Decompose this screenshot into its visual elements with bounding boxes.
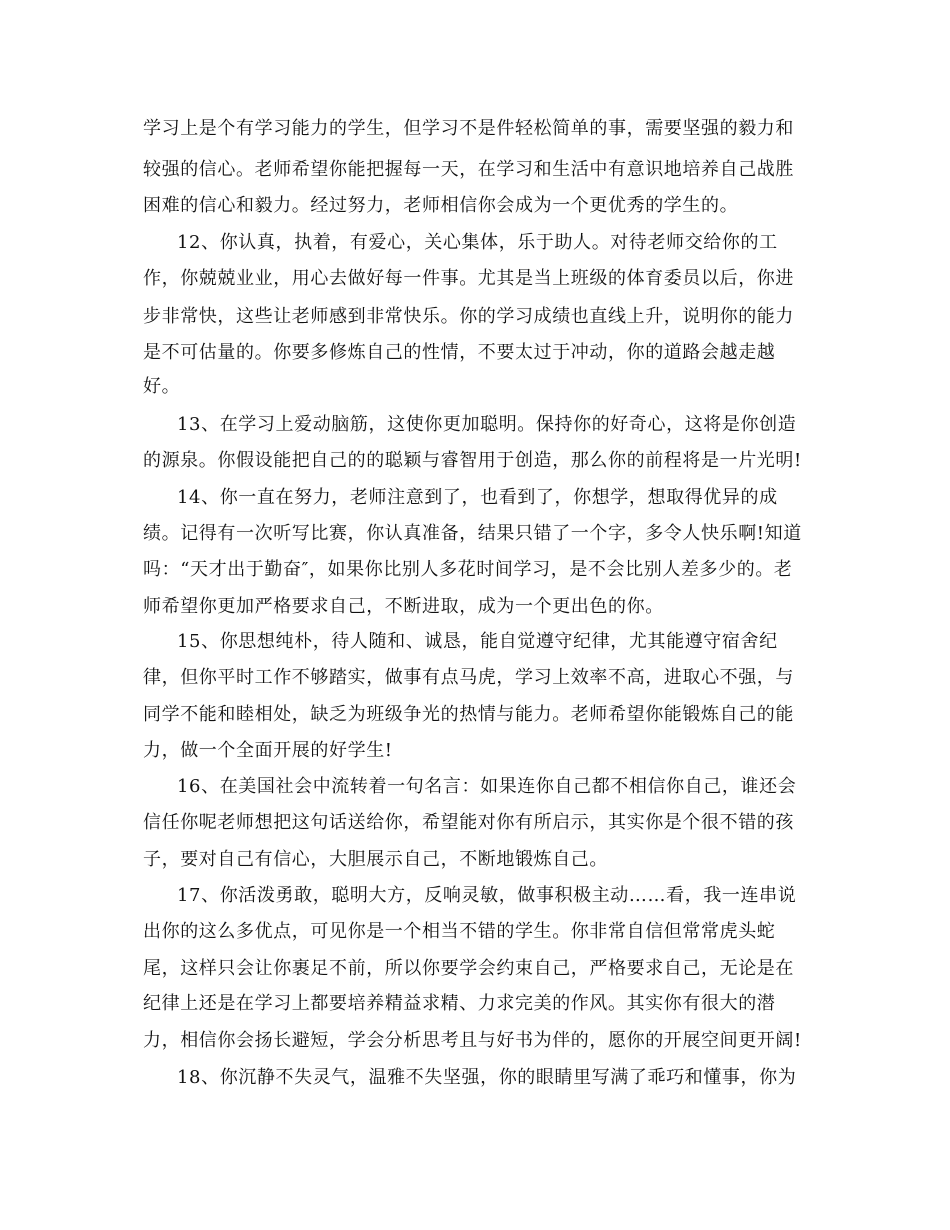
text-line: 吗：“天才出于勤奋″，如果你比别人多花时间学习，是不会比别人差多少的。老 — [143, 559, 793, 580]
text-line: 出你的这么多优点，可见你是一个相当不错的学生。你非常自信但常常虎头蛇 — [143, 921, 776, 942]
paragraph-17-start: 17、你活泼勇敢，聪明大方，反响灵敏，做事积极主动……看，我一连串说 — [177, 885, 797, 906]
text-line: 信任你呢老师想把这句话送给你，希望能对你有所启示，其实你是个很不错的孩 — [143, 812, 794, 833]
paragraph-13-start: 13、在学习上爱动脑筋，这使你更加聪明。保持你的好奇心，这将是你创造 — [177, 414, 797, 435]
text-line: 困难的信心和毅力。经过努力，老师相信你会成为一个更优秀的学生的。 — [143, 195, 739, 216]
text-line: 绩。记得有一次听写比赛，你认真准备，结果只错了一个字，多令人快乐啊!知道 — [143, 523, 802, 544]
text-line: 是不可估量的。你要多修炼自己的性情，不要太过于冲动，你的道路会越走越 — [143, 342, 776, 363]
text-line: 步非常快，这些让老师感到非常快乐。你的学习成绩也直线上升，说明你的能力 — [143, 306, 794, 327]
text-line: 较强的信心。老师希望你能把握每一天，在学习和生活中有意识地培养自己战胜 — [143, 159, 794, 180]
text-line: 律，但你平时工作不够踏实，做事有点马虎，学习上效率不高，进取心不强，与 — [143, 667, 794, 688]
paragraph-18-start: 18、你沉静不失灵气，温雅不失坚强，你的眼睛里写满了乖巧和懂事，你为 — [177, 1067, 797, 1088]
text-line: 纪律上还是在学习上都要培养精益求精、力求完美的作风。其实你有很大的潜 — [143, 993, 776, 1014]
text-line: 的源泉。你假设能把自己的的聪颖与睿智用于创造，那么你的前程将是一片光明! — [143, 450, 802, 471]
text-line: 力，做一个全面开展的好学生! — [143, 740, 393, 761]
text-line: 尾，这样只会让你裹足不前，所以你要学会约束自己，严格要求自己，无论是在 — [143, 958, 794, 979]
text-line: 学习上是个有学习能力的学生，但学习不是件轻松简单的事，需要坚强的毅力和 — [143, 118, 794, 139]
text-line: 师希望你更加严格要求自己，不断进取，成为一个更出色的你。 — [143, 596, 664, 617]
paragraph-15-start: 15、你思想纯朴，待人随和、诚恳，能自觉遵守纪律，尤其能遵守宿舍纪 — [177, 631, 778, 652]
paragraph-12-start: 12、你认真，执着，有爱心，关心集体，乐于助人。对待老师交给你的工 — [177, 232, 778, 253]
paragraph-16-start: 16、在美国社会中流转着一句名言：如果连你自己都不相信你自己，谁还会 — [177, 776, 797, 797]
text-line: 子，要对自己有信心，大胆展示自己，不断地锻炼自己。 — [143, 849, 608, 870]
text-line: 力，相信你会扬长避短，学会分析思考且与好书为伴的，愿你的开展空间更开阔! — [143, 1030, 802, 1051]
text-line: 同学不能和睦相处，缺乏为班级争光的热情与能力。老师希望你能锻炼自己的能 — [143, 704, 794, 725]
paragraph-14-start: 14、你一直在努力，老师注意到了，也看到了，你想学，想取得优异的成 — [177, 487, 778, 508]
text-line: 作，你兢兢业业，用心去做好每一件事。尤其是当上班级的体育委员以后，你进 — [143, 268, 794, 289]
text-line: 好。 — [143, 376, 181, 397]
